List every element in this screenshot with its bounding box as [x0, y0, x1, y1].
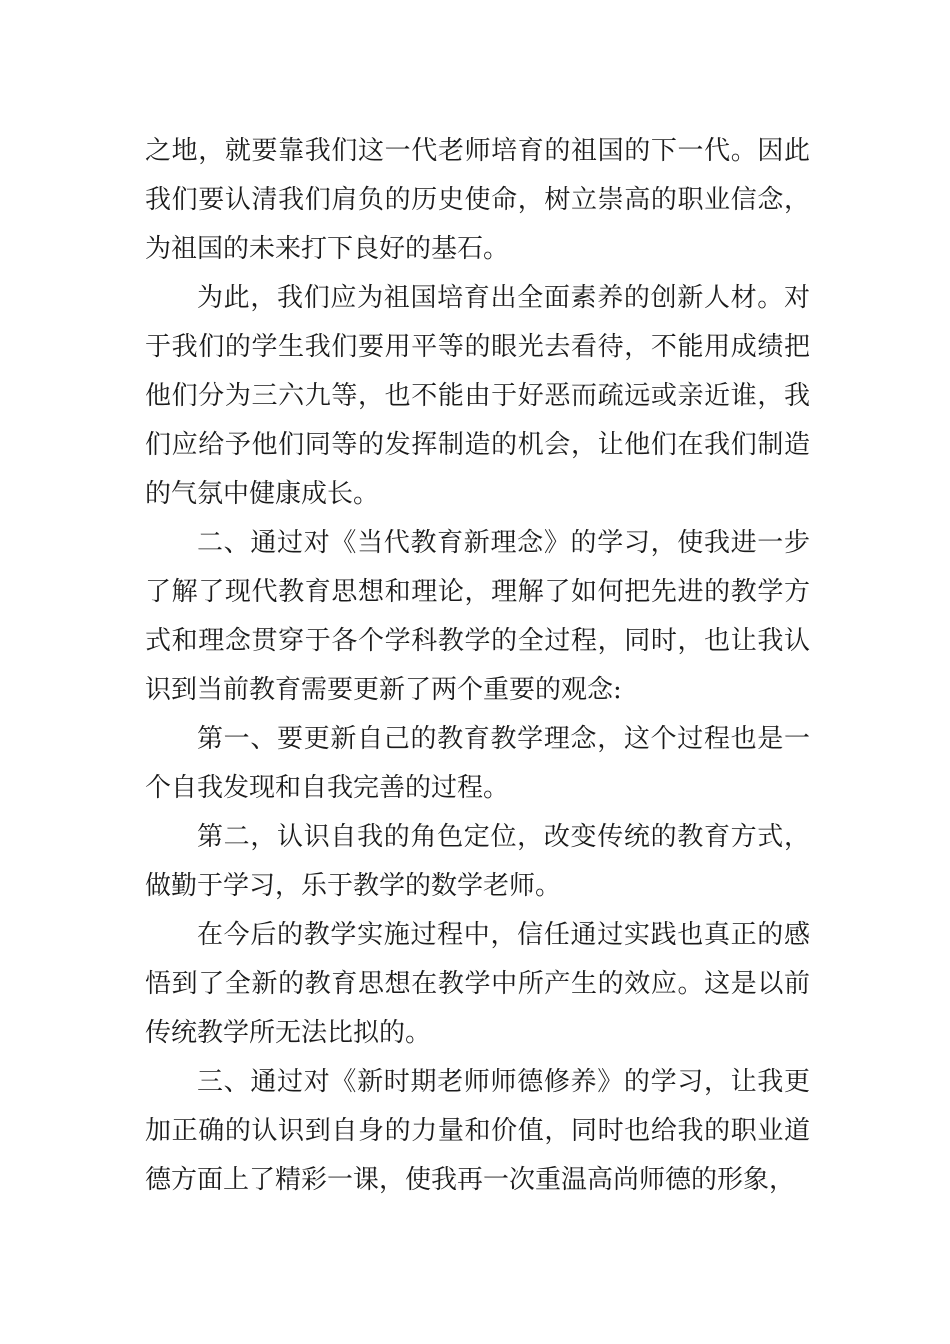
paragraph: 二、通过对《当代教育新理念》的学习，使我进一步了解了现代教育思想和理论，理解了如何把先进的教学方式和理念贯穿于各个学科教学的全过程，同时，也让我认识到当前教育需要更新了两个重要的观念: — [145, 528, 810, 705]
paragraph: 第一、要更新自己的教育教学理念，这个过程也是一个自我发现和自我完善的过程。 — [145, 724, 810, 803]
paragraph: 三、通过对《新时期老师师德修养》的学习，让我更加正确的认识到自身的力量和价值，同时也给我的职业道德方面上了精彩一课，使我再一次重温高尚师德的形象， — [145, 1067, 810, 1195]
paragraph: 第二，认识自我的角色定位，改变传统的教育方式，做勤于学习，乐于教学的数学老师。 — [145, 822, 810, 901]
paragraph: 为此，我们应为祖国培育出全面素养的创新人材。对于我们的学生我们要用平等的眼光去看待，不能用成绩把他们分为三六九等，也不能由于好恶而疏远或亲近谁，我们应给予他们同等的发挥制造的机会，让他们在我们制造的气氛中健康成长。 — [145, 283, 810, 509]
paragraph-continuation: 之地，就要靠我们这一代老师培育的祖国的下一代。因此我们要认清我们肩负的历史使命，树立崇高的职业信念，为祖国的未来打下良好的基石。 — [145, 136, 810, 264]
paragraph: 在今后的教学实施过程中，信任通过实践也真正的感悟到了全新的教育思想在教学中所产生的效应。这是以前传统教学所无法比拟的。 — [145, 920, 810, 1048]
document-body — [145, 127, 810, 1205]
